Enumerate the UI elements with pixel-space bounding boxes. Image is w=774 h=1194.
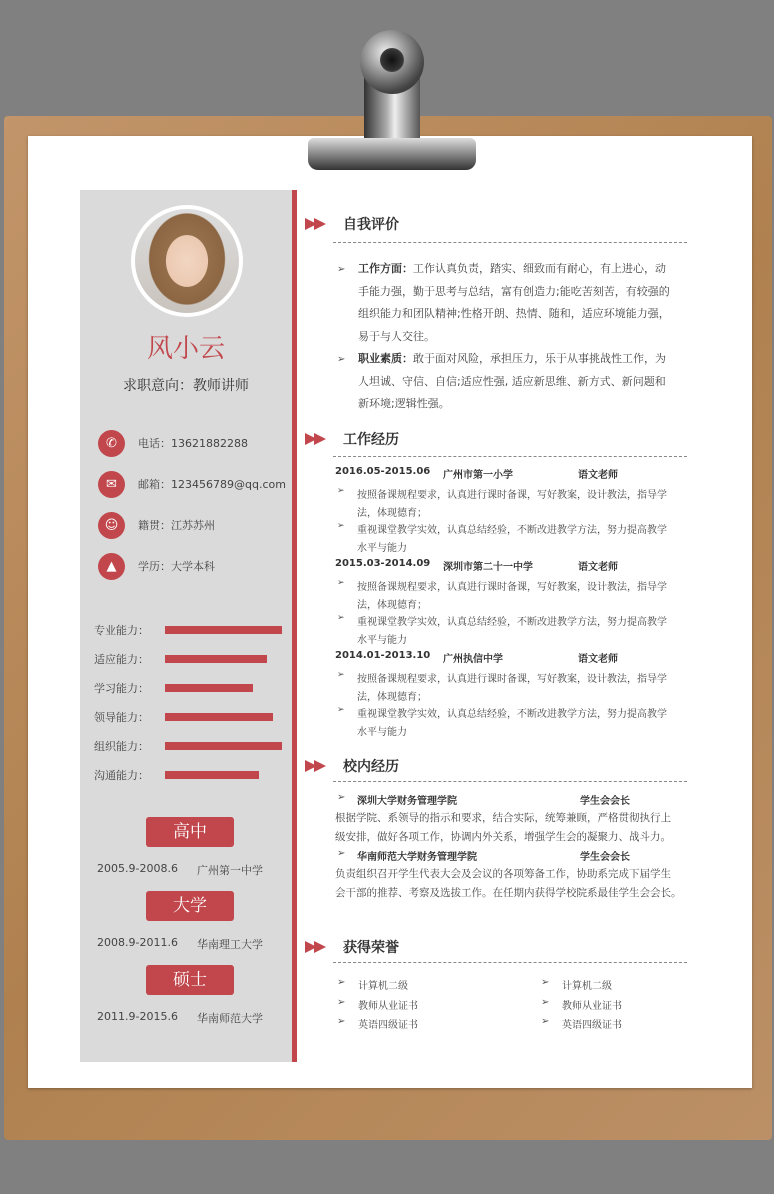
job-dates: 2016.05-2015.06 <box>335 466 431 477</box>
skill-label: 学习能力： <box>94 682 149 695</box>
self-eval-line: 人坦诚、守信、自信;适应性强, 适应新思维、新方式、新问题和 <box>358 374 666 388</box>
skill-level-bar <box>165 742 282 750</box>
graduation-cap-icon: ▲ <box>98 553 125 580</box>
section-title: 自我评价 <box>343 217 399 233</box>
skill-level-bar <box>165 713 273 721</box>
job-duty-line: 重视课堂教学实效，认真总结经验，不断改进教学方法，努力提高教学 <box>357 525 667 536</box>
bullet-arrow-icon: ➢ <box>541 996 550 1008</box>
job-organization: 深圳市第二十一中学 <box>443 562 533 573</box>
contact-hometown <box>98 511 298 539</box>
self-eval-text: 敢于面对风险，承担压力，乐于从事挑战性工作，为 <box>413 352 666 365</box>
candidate-name: 风小云 <box>146 334 225 364</box>
campus-organization: 深圳大学财务管理学院 <box>357 796 457 807</box>
self-eval-line <box>358 348 666 370</box>
bullet-arrow-icon: ➢ <box>337 578 345 588</box>
skill-row <box>94 622 294 638</box>
avatar <box>131 205 243 317</box>
bullet-arrow-icon: ➢ <box>541 977 550 988</box>
self-eval-line: 组织能力和团队精神;性格开朗、热情、随和，适应环境能力强， <box>358 307 670 320</box>
job-role: 语文老师 <box>578 470 618 481</box>
skill-level-bar <box>165 771 259 779</box>
skill-label: 领导能力： <box>94 711 149 724</box>
job-duty-line: 水平与能力 <box>357 542 407 554</box>
mail-icon: ✉ <box>98 471 125 498</box>
contact-hometown-text: 籍贯：江苏苏州 <box>138 519 215 532</box>
campus-role: 学生会会长 <box>580 796 630 807</box>
honor-item: 教师从业证书 <box>358 1000 418 1012</box>
skill-row <box>94 651 294 667</box>
section-self-eval <box>305 211 687 237</box>
bullet-arrow-icon: ➢ <box>337 670 345 680</box>
self-eval-line <box>358 258 666 280</box>
skill-row <box>94 709 294 725</box>
skill-label: 专业能力： <box>94 624 149 637</box>
skill-label: 沟通能力： <box>94 769 149 782</box>
avatar-photo <box>135 209 239 313</box>
bullet-arrow-icon: ➢ <box>337 354 346 365</box>
skill-row <box>94 738 294 754</box>
job-organization: 广州执信中学 <box>443 654 503 665</box>
campus-desc-line: 根据学院、系领导的指示和要求，结合实际，统筹兼顾，严格贯彻执行上 <box>335 812 671 824</box>
skill-row <box>94 680 294 696</box>
section-divider <box>333 962 687 963</box>
job-duty-line: 重视课堂教学实效，认真总结经验，不断改进教学方法，努力提高教学 <box>357 617 667 628</box>
bullet-arrow-icon: ➢ <box>337 1016 346 1027</box>
bullet-arrow-icon: ➢ <box>337 977 346 988</box>
job-duty-line: 重视课堂教学实效，认真总结经验，不断改进教学方法，努力提高教学 <box>357 709 667 720</box>
honor-item: 计算机二级 <box>358 981 408 992</box>
section-divider <box>333 456 687 457</box>
edu-school: 华南理工大学 <box>197 938 263 951</box>
binder-clip-icon <box>308 30 476 180</box>
campus-organization: 华南师范大学财务管理学院 <box>357 852 477 863</box>
bullet-arrow-icon: ➢ <box>337 848 346 859</box>
self-eval-line: 新环境;逻辑性强。 <box>358 397 450 410</box>
job-role: 语文老师 <box>578 562 618 573</box>
job-duty-line: 按照备课规程要求，认真进行课时备课，写好教案，设计教法，指导学 <box>357 490 667 501</box>
skill-level-bar <box>165 684 253 692</box>
contact-email-text: 邮箱：123456789@qq.com <box>138 478 286 491</box>
contact-phone-text: 电话：13621882288 <box>138 437 248 450</box>
contact-phone <box>98 429 298 457</box>
self-eval-heading: 工作方面： <box>358 262 413 275</box>
honor-item: 英语四级证书 <box>562 1020 622 1031</box>
edu-dates: 2008.9-2011.6 <box>97 936 178 949</box>
section-arrow-icon <box>305 941 329 953</box>
contact-email <box>98 470 298 498</box>
contact-degree-text: 学历：大学本科 <box>138 560 215 573</box>
bullet-arrow-icon: ➢ <box>337 705 345 715</box>
honor-item: 计算机二级 <box>562 981 612 992</box>
edu-dates: 2005.9-2008.6 <box>97 862 178 875</box>
skill-label: 适应能力： <box>94 653 149 666</box>
edu-badge-highschool: 高中 <box>146 817 234 847</box>
self-eval-line: 易于与人交往。 <box>358 329 435 343</box>
campus-role: 学生会会长 <box>580 852 630 863</box>
bullet-arrow-icon: ➢ <box>337 264 346 275</box>
job-organization: 广州市第一小学 <box>443 470 513 481</box>
skill-level-bar <box>165 626 282 634</box>
bullet-arrow-icon: ➢ <box>337 486 345 496</box>
section-title: 工作经历 <box>343 432 399 448</box>
job-dates: 2015.03-2014.09 <box>335 558 431 569</box>
section-title: 校内经历 <box>343 759 399 775</box>
job-duty-line: 水平与能力 <box>357 634 407 646</box>
section-arrow-icon <box>305 760 329 772</box>
phone-icon: ✆ <box>98 430 125 457</box>
edu-school: 华南师范大学 <box>197 1012 263 1025</box>
edu-badge-master: 硕士 <box>146 965 234 995</box>
self-eval-heading: 职业素质： <box>358 352 413 365</box>
honor-item: 教师从业证书 <box>562 1000 622 1012</box>
job-intent: 求职意向：教师讲师 <box>123 378 249 394</box>
skill-level-bar <box>165 655 267 663</box>
job-duty-line: 法，体现德育； <box>357 691 427 703</box>
bullet-arrow-icon: ➢ <box>337 613 345 623</box>
bullet-arrow-icon: ➢ <box>337 996 346 1008</box>
contact-degree <box>98 552 298 580</box>
job-role: 语文老师 <box>578 654 618 665</box>
honor-item: 英语四级证书 <box>358 1020 418 1031</box>
section-arrow-icon <box>305 218 329 230</box>
bullet-arrow-icon: ➢ <box>541 1016 550 1027</box>
job-duty-line: 按照备课规程要求，认真进行课时备课，写好教案，设计教法，指导学 <box>357 582 667 593</box>
campus-desc-line: 级安排，做好各项工作，协调内外关系，增强学生会的凝聚力、战斗力。 <box>335 831 671 843</box>
bullet-arrow-icon: ➢ <box>337 792 346 803</box>
job-dates: 2014.01-2013.10 <box>335 650 431 661</box>
job-duty-line: 水平与能力 <box>357 726 407 738</box>
job-duty-line: 法，体现德育； <box>357 507 427 519</box>
person-icon: ☺ <box>98 512 125 539</box>
skill-label: 组织能力： <box>94 740 149 753</box>
edu-dates: 2011.9-2015.6 <box>97 1010 178 1023</box>
self-eval-text: 工作认真负责，踏实、细致而有耐心，有上进心，动 <box>413 262 666 275</box>
section-honors <box>305 934 687 960</box>
job-duty-line: 按照备课规程要求，认真进行课时备课，写好教案，设计教法，指导学 <box>357 674 667 685</box>
job-duty-line: 法，体现德育； <box>357 599 427 611</box>
section-divider <box>333 781 687 782</box>
section-work <box>305 426 687 452</box>
section-title: 获得荣誉 <box>343 940 399 956</box>
campus-desc-line: 负责组织召开学生代表大会及会议的各项筹备工作，协助系完成下届学生 <box>335 868 671 880</box>
section-divider <box>333 242 687 243</box>
skill-row <box>94 767 294 783</box>
campus-desc-line: 会干部的推荐、考察及选拔工作。在任期内获得学校院系最佳学生会会长。 <box>335 887 682 899</box>
edu-school: 广州第一中学 <box>197 864 263 877</box>
section-arrow-icon <box>305 433 329 445</box>
section-campus <box>305 753 687 779</box>
bullet-arrow-icon: ➢ <box>337 521 345 531</box>
edu-badge-university: 大学 <box>146 891 234 921</box>
self-eval-line: 手能力强，勤于思考与总结，富有创造力;能吃苦刻苦，有较强的 <box>358 284 670 298</box>
